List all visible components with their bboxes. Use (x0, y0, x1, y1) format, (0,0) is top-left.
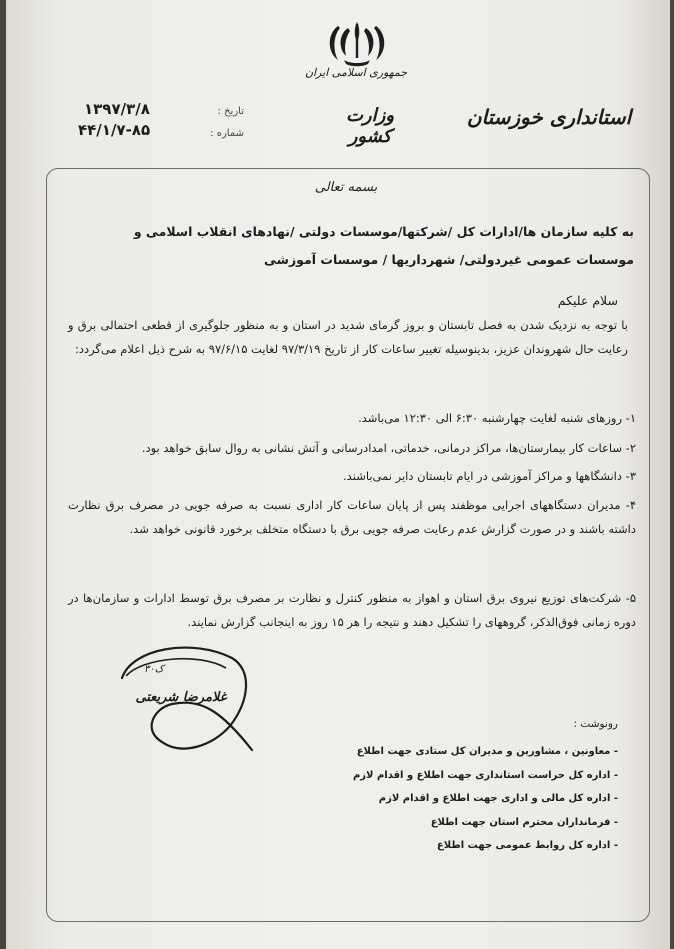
list-item: - اداره کل روابط عمومی جهت اطلاع (436, 840, 618, 851)
republic-title: جمهوری اسلامی ایران (304, 66, 408, 79)
date-value: ۱۳۹۷/۳/۸ (84, 100, 150, 118)
greeting: سلام علیکم (557, 293, 618, 308)
ministry-title: وزارت کشور (345, 105, 395, 147)
list-item: - فرمانداران محترم استان جهت اطلاع (430, 816, 618, 828)
besmellah: بسمه تعالی (314, 180, 378, 195)
list-item: ۳- دانشگاهها و مراکز آموزشی در ایام تابستان دایر نمی‌باشند. (343, 469, 636, 483)
iran-emblem-icon (324, 18, 390, 70)
list-item: ۵- شرکت‌های توزیع نیروی برق استان و اهواز به منظور کنترل و نظارت بر مصرف برق توسط ادارات و سازمان‌ها در دوره زمانی فوق‌الذکر، گروههای را تشکیل دهند و نتیجه را هر ۱۵ روز به اینجانب گزارش نمایند. (68, 591, 636, 629)
list-item: - اداره کل مالی و اداری جهت اطلاع و اقدام لازم (378, 793, 618, 804)
list-item: ۲- ساعات کار بیمارستان‌ها، مراکز درمانی، خدماتی، امدادرسانی و آتش نشانی به روال سابق خواهد بود. (141, 441, 636, 455)
number-value: ۴۴/۱/۷-۸۵ (78, 121, 151, 139)
signatory-name: غلامرضا شریعتی (135, 690, 227, 705)
copies-list (278, 740, 618, 858)
letter-paper (6, 0, 670, 949)
addressee: به کلیه سازمان ها/ادارات کل /شرکتها/موسسات دولتی /نهادهای انقلاب اسلامی و موسسات عمومی غیردولتی/ شهرداریها / موسسات آموزشی (133, 224, 634, 267)
list-item: ۱- روزهای شنبه لغایت چهارشنبه ۶:۳۰ الی ۱۲:۳۰ می‌باشد. (358, 411, 636, 425)
list-item: ۴- مدیران دستگاههای اجرایی موظفند پس از پایان ساعات کار اداری نسبت به صرفه جویی در مصرف برق نظارت داشته باشند و در صورت گزارش عدم رعایت صرفه جویی برق با دستگاه متخلف برخورد قانونی خواهد شد. (68, 498, 636, 536)
list-item: - معاونین ، مشاورین و مدیران کل ستادی جهت اطلاع (356, 746, 618, 757)
date-label: تاریخ : (217, 106, 244, 117)
intro-paragraph: با توجه به نزدیک شدن به فصل تابستان و بروز گرمای شدید در استان و به منظور جلوگیری از قطعی احتمالی برق و رعایت حال شهروندان عزیز، بدینوسیله تغییر ساعات کار از تاریخ ۹۷/۳/۱۹ لغایت ۹۷/۶/۱۵ به شرح ذیل اعلام می‌گردد: (68, 318, 628, 356)
signature-initial: ۳۰ک (144, 664, 164, 675)
number-label: شماره : (210, 128, 244, 139)
copies-title: رونوشت : (573, 718, 618, 730)
list-item: - اداره کل حراست استانداری جهت اطلاع و اقدام لازم (352, 769, 618, 781)
governorate-title: استانداری خوزستان (466, 105, 632, 129)
